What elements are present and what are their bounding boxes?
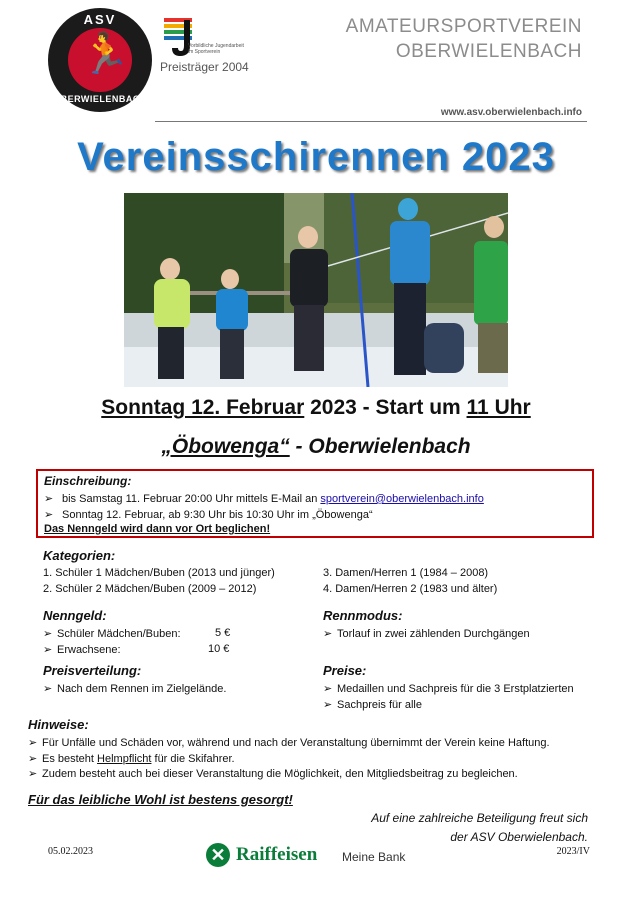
runner-icon: 🏃 — [80, 32, 130, 76]
registration-line1-text: bis Samstag 11. Februar 20:00 Uhr mittels E-Mail an — [62, 493, 321, 505]
kategorie-item: 4. Damen/Herren 2 (1983 und älter) — [323, 583, 498, 595]
kategorie-item: 3. Damen/Herren 1 (1984 – 2008) — [323, 567, 489, 579]
asv-logo — [48, 8, 152, 112]
footer-date: 05.02.2023 — [48, 846, 93, 857]
helmpflicht-text: Helmpflicht — [97, 753, 152, 765]
closing-text — [371, 809, 588, 847]
closing-line1: Auf eine zahlreiche Beteiligung freut sich — [371, 811, 588, 825]
arrow-bullet-icon: ➢ — [28, 768, 38, 780]
hinweis-text: für die Skifahrer. — [151, 753, 235, 765]
page-title: Vereinsschirennen 2023 — [77, 135, 555, 179]
club-name-line1: AMATEURSPORTVEREIN — [345, 16, 582, 37]
preise-item — [323, 682, 574, 695]
arrow-bullet-icon: ➢ — [43, 683, 53, 695]
rennmodus-item — [323, 627, 530, 640]
event-start-time: 11 Uhr — [466, 396, 531, 419]
logo-bottom-text: OBERWIELENBACH — [53, 94, 147, 104]
arrow-bullet-icon: ➢ — [323, 683, 333, 695]
nenngeld-value: 10 € — [208, 643, 230, 655]
ski-group-photo — [124, 193, 508, 387]
arrow-bullet-icon: ➢ — [28, 753, 38, 765]
preise-item — [323, 698, 422, 711]
hinweis-item — [28, 767, 518, 780]
nenngeld-value: 5 € — [215, 627, 231, 639]
header-divider — [155, 121, 587, 122]
closing-line2: der ASV Oberwielenbach. — [450, 830, 588, 844]
registration-line2-text: Sonntag 12. Februar, ab 9:30 Uhr bis 10:30 Uhr im „Öbowenga“ — [62, 509, 373, 521]
event-date — [0, 396, 632, 420]
preisverteilung-text: Nach dem Rennen im Zielgelände. — [57, 683, 227, 695]
rennmodus-heading: Rennmodus: — [323, 608, 403, 623]
preise-text: Medaillen und Sachpreis für die 3 Erstplatzierten — [337, 683, 574, 695]
event-date-day: Sonntag 12. Februar — [101, 396, 305, 419]
hinweis-item — [28, 752, 235, 765]
jugend-award-caption: Vorbildliche Jugendarbeit im Sportverein — [188, 43, 244, 55]
nenngeld-heading: Nenngeld: — [43, 608, 107, 623]
preisverteilung-item — [43, 682, 226, 695]
hinweis-text: Es besteht — [42, 753, 98, 765]
arrow-bullet-icon: ➢ — [323, 699, 333, 711]
arrow-bullet-icon: ➢ — [44, 493, 54, 505]
club-name — [346, 14, 582, 64]
rennmodus-text: Torlauf in zwei zählenden Durchgängen — [337, 628, 530, 640]
nenngeld-row — [43, 627, 181, 640]
arrow-bullet-icon: ➢ — [43, 644, 53, 656]
arrow-bullet-icon: ➢ — [28, 737, 38, 749]
club-name-line2: OBERWIELENBACH — [395, 41, 582, 62]
event-date-year: 2023 - Start um — [304, 396, 467, 419]
kategorie-item: 1. Schüler 1 Mädchen/Buben (2013 und jünger) — [43, 567, 275, 579]
registration-fee-note: Das Nenngeld wird dann vor Ort beglichen! — [44, 523, 271, 535]
award-year: Preisträger 2004 — [160, 60, 249, 74]
hinweise-heading: Hinweise: — [28, 717, 89, 732]
registration-email-line — [44, 492, 484, 505]
arrow-bullet-icon: ➢ — [43, 628, 53, 640]
preise-heading: Preise: — [323, 663, 367, 678]
raiffeisen-tagline: Meine Bank — [342, 850, 406, 864]
nenngeld-label: Schüler Mädchen/Buben: — [57, 628, 181, 640]
registration-onsite-line — [44, 508, 373, 521]
registration-box — [36, 469, 594, 538]
arrow-bullet-icon: ➢ — [323, 628, 333, 640]
event-location-town: - Oberwielenbach — [289, 435, 471, 458]
nenngeld-row — [43, 643, 121, 656]
club-url[interactable]: www.asv.oberwielenbach.info — [440, 107, 582, 118]
event-location — [0, 435, 632, 459]
email-link[interactable]: sportverein@oberwielenbach.info — [320, 493, 484, 505]
event-location-venue: „Öbowenga“ — [161, 435, 290, 458]
hinweis-text: Für Unfälle und Schäden vor, während und nach der Veranstaltung übernimmt der Verein keine Haftung. — [42, 737, 550, 749]
raiffeisen-name: Raiffeisen — [236, 844, 318, 865]
logo-top-text: ASV — [83, 12, 117, 27]
registration-heading: Einschreibung: — [44, 474, 132, 488]
kategorien-heading: Kategorien: — [43, 548, 116, 563]
arrow-bullet-icon: ➢ — [44, 509, 54, 521]
raiffeisen-icon: ✕ — [206, 843, 230, 867]
hinweis-item — [28, 736, 550, 749]
preisverteilung-heading: Preisverteilung: — [43, 663, 142, 678]
catering-note: Für das leibliche Wohl ist bestens gesorgt! — [28, 792, 293, 807]
hinweis-text: Zudem besteht auch bei dieser Veranstaltung die Möglichkeit, den Mitgliedsbeitrag zu begleichen. — [42, 768, 518, 780]
footer-doc-number: 2023/IV — [556, 846, 590, 857]
kategorie-item: 2. Schüler 2 Mädchen/Buben (2009 – 2012) — [43, 583, 257, 595]
nenngeld-label: Erwachsene: — [57, 644, 121, 656]
preise-text: Sachpreis für alle — [337, 699, 422, 711]
